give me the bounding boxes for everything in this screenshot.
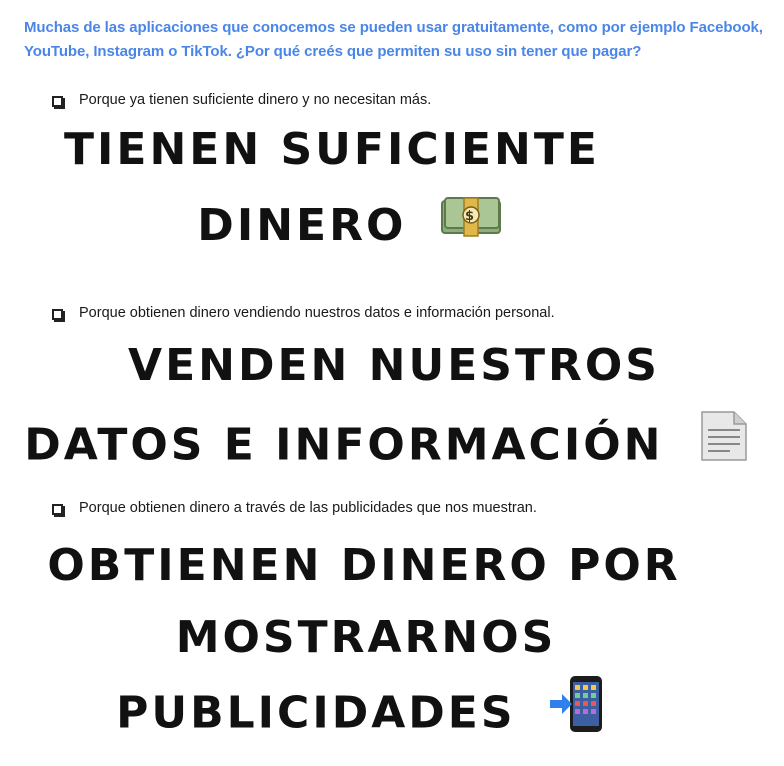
answer-line: OBTIENEN DINERO POR: [47, 540, 681, 591]
answer-line: MOSTRARNOS: [175, 612, 557, 663]
option-label: Porque ya tienen suficiente dinero y no necesitan más.: [79, 92, 432, 108]
option-label: Porque obtienen dinero vendiendo nuestros datos e información personal.: [79, 305, 555, 321]
option-2[interactable]: [52, 305, 555, 321]
option-label: Porque obtienen dinero a través de las publicidades que nos muestran.: [79, 500, 537, 516]
answer-line: TIENEN SUFICIENTE: [64, 124, 600, 175]
answer-line-with-icon: [0, 680, 754, 751]
checkbox-icon[interactable]: [52, 504, 63, 515]
answer-line: DATOS E INFORMACIÓN: [24, 419, 664, 471]
answer-line-with-icon: [0, 200, 742, 256]
answer-line: VENDEN NUESTROS: [128, 340, 660, 391]
answer-line-with-icon: [0, 414, 780, 481]
svg-text:$: $: [464, 208, 477, 224]
money-bill-icon: [439, 195, 503, 250]
checkbox-icon[interactable]: [52, 96, 63, 107]
answer-line: PUBLICIDADES: [116, 687, 516, 739]
option-1[interactable]: [52, 92, 431, 108]
checkbox-icon[interactable]: [52, 309, 63, 320]
option-3[interactable]: [52, 500, 537, 516]
document-icon: [696, 408, 752, 475]
answer-line: DINERO: [197, 200, 407, 251]
question-text: Muchas de las aplicaciones que conocemos se pueden usar gratuitamente, como por ejemplo Facebook, YouTube, Instagram o TikTok. ¿Por qué creés que permiten su uso sin tener que pagar?: [24, 19, 763, 60]
mobile-arrow-icon: [548, 674, 608, 745]
